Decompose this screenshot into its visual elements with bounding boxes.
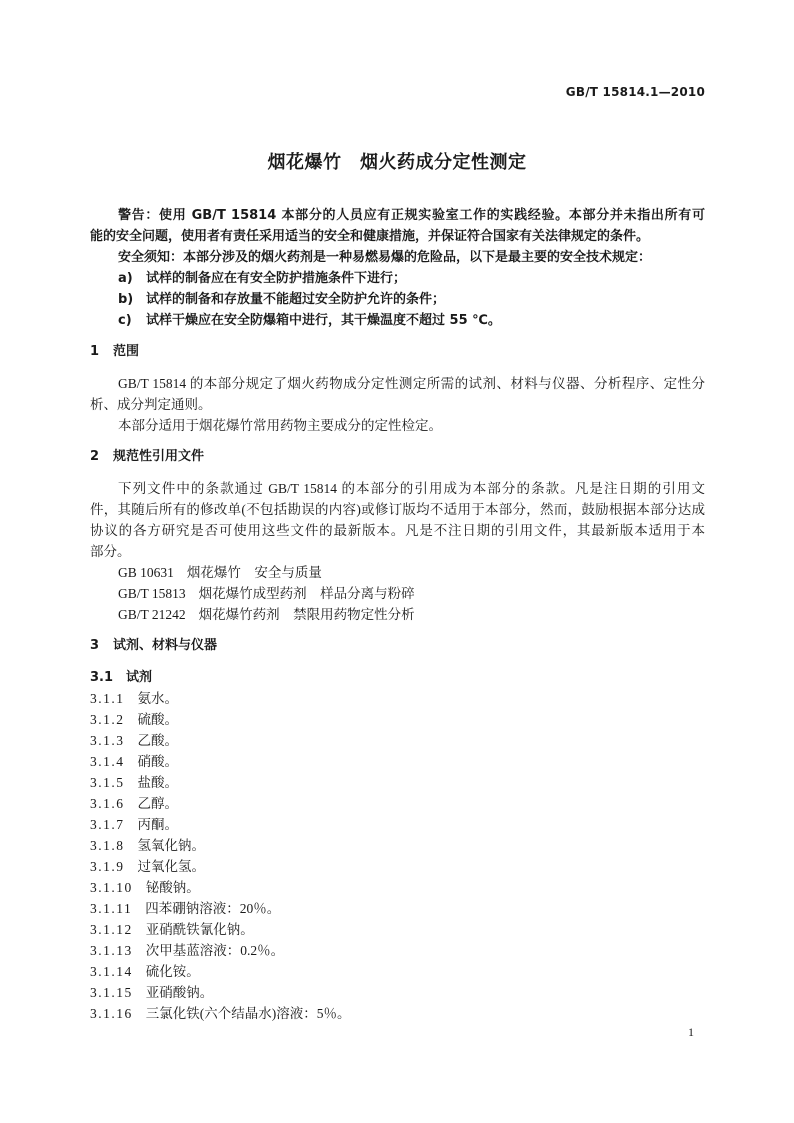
- reagent-text: 丙酮。: [137, 816, 178, 832]
- reagent-number: 3.1.12: [90, 921, 133, 937]
- reagent-item: [90, 730, 705, 751]
- reagent-text: 亚硝酸钠。: [145, 984, 214, 1000]
- reference-code: GB 10631: [118, 564, 174, 580]
- list-marker: b): [118, 291, 134, 307]
- reference-item: [90, 604, 705, 625]
- paragraph-line: 本部分适用于烟花爆竹常用药物主要成分的定性检定。: [118, 417, 442, 433]
- section-title: 试剂、材料与仪器: [113, 638, 218, 653]
- reagent-item: [90, 1003, 705, 1024]
- section-3-heading: [90, 635, 705, 656]
- paragraph-line: 析、成分判定通则。: [90, 396, 212, 412]
- paragraph-line: 协议的各方研究是否可使用这些文件的最新版本。凡是不注日期的引用文件，其最新版本适用于本: [90, 522, 705, 538]
- reagent-text: 硫化铵。: [145, 963, 200, 979]
- section-1-heading: [90, 341, 705, 362]
- reagent-number: 3.1.16: [90, 1005, 133, 1021]
- safety-notice-intro: 安全须知：本部分涉及的烟火药剂是一种易燃易爆的危险品，以下是最主要的安全技术规定：: [118, 249, 652, 265]
- reagent-item: [90, 793, 705, 814]
- reference-item: [90, 583, 705, 604]
- reagent-number: 3.1.7: [90, 816, 125, 832]
- reagent-item: [90, 982, 705, 1003]
- reagent-text: 铋酸钠。: [145, 879, 200, 895]
- reagent-number: 3.1.15: [90, 984, 133, 1000]
- safety-item-c: [90, 310, 705, 331]
- reagent-number: 3.1.10: [90, 879, 133, 895]
- subsection-title: 试剂: [126, 669, 153, 685]
- section-number: 3: [90, 638, 100, 653]
- reagent-number: 3.1.1: [90, 690, 125, 706]
- reagent-text: 硫酸。: [137, 711, 178, 727]
- reagent-item: [90, 709, 705, 730]
- reagent-text: 乙酸。: [137, 732, 178, 748]
- reagent-text: 氨水。: [137, 690, 178, 706]
- section-number: 2: [90, 449, 100, 464]
- reference-title: 烟花爆竹 安全与质量: [186, 564, 322, 580]
- reagent-number: 3.1.2: [90, 711, 125, 727]
- reagent-item: [90, 835, 705, 856]
- reagent-number: 3.1.8: [90, 837, 125, 853]
- reference-title: 烟花爆竹成型药剂 样品分离与粉碎: [198, 585, 415, 601]
- reagent-text: 三氯化铁(六个结晶水)溶液：5％。: [145, 1005, 351, 1021]
- safety-item-b: [90, 289, 705, 310]
- reagent-text: 过氧化氢。: [137, 858, 205, 874]
- section-title: 规范性引用文件: [113, 449, 205, 464]
- safety-item-text: 试样的制备应在有安全防护措施条件下进行；: [146, 270, 407, 286]
- reference-title: 烟花爆竹药剂 禁限用药物定性分析: [198, 606, 415, 622]
- safety-item-text: 试样的制备和存放量不能超过安全防护允许的条件；: [146, 291, 446, 307]
- reagent-item: [90, 856, 705, 877]
- reagent-item: [90, 688, 705, 709]
- reagent-text: 氢氧化钠。: [137, 837, 205, 853]
- reagent-number: 3.1.6: [90, 795, 125, 811]
- subsection-3-1-heading: [90, 667, 705, 688]
- reagent-text: 亚硝酰铁氰化钠。: [145, 921, 254, 937]
- paragraph-line: GB/T 15814 的本部分规定了烟火药物成分定性测定所需的试剂、材料与仪器、分析程序、定性分: [118, 375, 705, 391]
- section-2-heading: [90, 446, 705, 467]
- warning-block: [90, 205, 705, 331]
- safety-item-text: 试样干燥应在安全防爆箱中进行，其干燥温度不超过 55 ℃。: [146, 312, 501, 328]
- reagent-text: 四苯硼钠溶液：20％。: [145, 900, 281, 916]
- reference-code: GB/T 21242: [118, 606, 186, 622]
- reagent-number: 3.1.11: [90, 900, 133, 916]
- reagent-number: 3.1.5: [90, 774, 125, 790]
- reagent-item: [90, 814, 705, 835]
- standard-code-header: GB/T 15814.1—2010: [565, 85, 705, 99]
- reagent-item: [90, 898, 705, 919]
- reagent-item: [90, 772, 705, 793]
- paragraph-line: 部分。: [90, 543, 131, 559]
- reagent-item: [90, 877, 705, 898]
- reagent-text: 盐酸。: [137, 774, 178, 790]
- warning-line: 警告：使用 GB/T 15814 本部分的人员应有正规实验室工作的实践经验。本部分并未指出所有可: [118, 207, 705, 223]
- section-title: 范围: [113, 344, 140, 359]
- paragraph-line: 下列文件中的条款通过 GB/T 15814 的本部分的引用成为本部分的条款。凡是注日期的引用文: [118, 480, 705, 496]
- reagent-text: 乙醇。: [137, 795, 178, 811]
- reagent-item: [90, 751, 705, 772]
- page-number: 1: [688, 1025, 694, 1039]
- reagent-item: [90, 940, 705, 961]
- warning-line: 能的安全问题，使用者有责任采用适当的安全和健康措施，并保证符合国家有关法律规定的条件。: [90, 228, 650, 244]
- reagent-text: 硝酸。: [137, 753, 178, 769]
- reagent-number: 3.1.3: [90, 732, 125, 748]
- reagent-list: [90, 688, 705, 1024]
- paragraph-line: 件，其随后所有的修改单(不包括勘误的内容)或修订版均不适用于本部分，然而，鼓励根据本部分达成: [90, 501, 705, 517]
- reagent-item: [90, 919, 705, 940]
- reference-code: GB/T 15813: [118, 585, 186, 601]
- section-number: 1: [90, 344, 100, 359]
- reagent-number: 3.1.4: [90, 753, 125, 769]
- reagent-item: [90, 961, 705, 982]
- document-title: 烟花爆竹 烟火药成分定性测定: [267, 152, 527, 173]
- list-marker: a): [118, 270, 133, 286]
- reference-item: [90, 562, 705, 583]
- reagent-number: 3.1.14: [90, 963, 133, 979]
- document-body: [90, 205, 705, 1024]
- reagent-text: 次甲基蓝溶液：0.2％。: [145, 942, 285, 958]
- reagent-number: 3.1.9: [90, 858, 125, 874]
- safety-item-a: [90, 268, 705, 289]
- reagent-number: 3.1.13: [90, 942, 133, 958]
- list-marker: c): [118, 312, 132, 328]
- subsection-number: 3.1: [90, 669, 114, 685]
